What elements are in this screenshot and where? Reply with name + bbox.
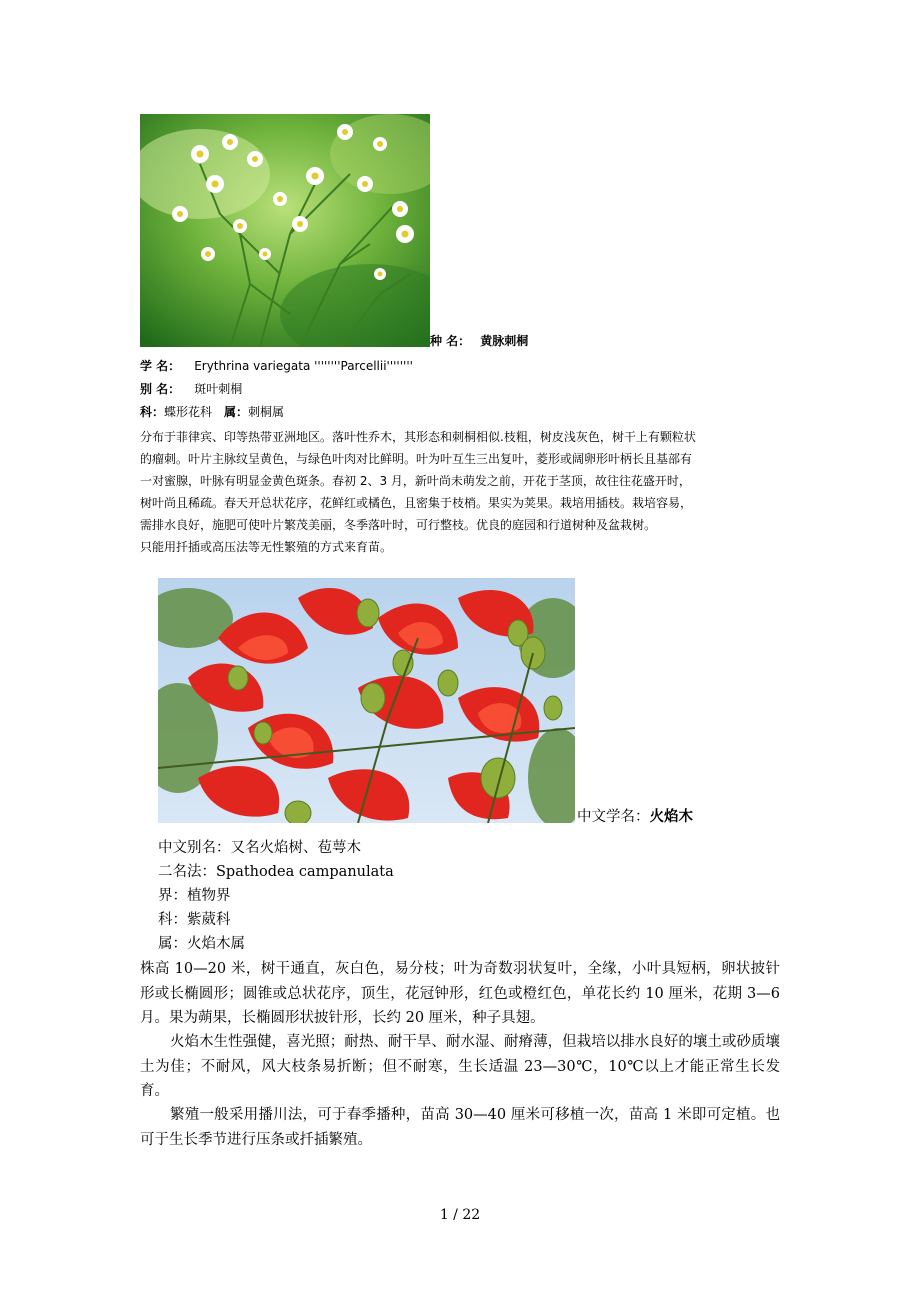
sci-name-value: Erythrina variegata ''''''''Parcellii''''''''	[194, 359, 413, 373]
flame-tree-photo	[158, 578, 575, 823]
page-number: 1 / 22	[439, 1207, 481, 1223]
description-line: 需排水良好，施肥可使叶片繁茂美丽，冬季落叶时，可行整枝。优良的庭园和行道树种及盆栽树。	[140, 518, 657, 532]
cn-alias: 中文别名：又名火焰树、苞萼木	[158, 840, 361, 856]
cn-name-label: 中文学名：	[577, 809, 650, 825]
daisy-flower-photo	[140, 114, 430, 347]
description-line: 树叶尚且稀疏。春天开总状花序，花鲜红或橘色，且密集于枝梢。果实为荚果。栽培用插枝。栽培容易，	[140, 496, 693, 510]
binomial-name: 二名法：Spathodea campanulata	[158, 864, 394, 880]
description-line: 分布于菲律宾、印等热带亚洲地区。落叶性乔木，其形态和刺桐相似.枝粗，树皮浅灰色，树干上有颗粒状	[140, 430, 696, 444]
species-label: 种 名：	[430, 334, 471, 348]
entry1-description	[140, 426, 696, 558]
genus-label: 属：	[224, 405, 249, 419]
scientific-name-row	[140, 355, 413, 377]
family-genus-row	[140, 401, 284, 423]
species-value: 黄脉刺桐	[480, 334, 529, 348]
alias-value: 斑叶刺桐	[194, 382, 243, 396]
paragraph: 繁殖一般采用播川法，可于春季播种，苗高 30—40 厘米可移植一次，苗高 1 米即可定植。也可于生长季节进行压条或扦插繁殖。	[140, 1107, 780, 1148]
genus-value: 刺桐属	[248, 405, 285, 419]
paragraph: 株高 10—20 米，树干通直，灰白色，易分枝；叶为奇数羽状复叶，全缘，小叶具短柄，卵状披针形或长椭圆形；圆锥或总状花序，顶生，花冠钟形，红色或橙红色，单花长约 10 厘米，花期 3—6 月。果为蒴果，长椭圆形状披针形，长约 20 厘米，种子具翅。	[140, 961, 780, 1026]
description-line: 只能用扦插或高压法等无性繁殖的方式来育苗。	[140, 540, 393, 554]
description-line: 的瘤刺。叶片主脉纹呈黄色，与绿色叶肉对比鲜明。叶为叶互生三出复叶，菱形或阔卵形叶柄长且基部有	[140, 452, 693, 466]
alias-row	[140, 378, 242, 400]
white-daisy-flower-photo-icon	[140, 114, 430, 347]
cn-name-row	[577, 805, 693, 829]
sci-name-label: 学 名：	[140, 359, 181, 373]
family-value: 蝶形花科	[164, 405, 213, 419]
paragraph: 火焰木生性强健，喜光照；耐热、耐干旱、耐水湿、耐瘠薄，但栽培以排水良好的壤土或砂质壤土为佳；不耐风，风大枝条易折断；但不耐寒，生长适温 23—30℃，10℃以上才能正常生长发育。	[140, 1034, 780, 1099]
alias-label: 别 名：	[140, 382, 181, 396]
genus: 属：火焰木属	[158, 936, 245, 952]
description-line: 一对蜜腺，叶脉有明显金黄色斑条。春初 2、3 月，新叶尚未萌发之前，开花于茎顶，故往往花盛开时，	[140, 474, 691, 488]
family: 科：紫葳科	[158, 912, 231, 928]
kingdom: 界：植物界	[158, 888, 231, 904]
cn-name-value: 火焰木	[649, 808, 693, 825]
species-row	[430, 330, 528, 352]
red-flame-tree-flower-photo-icon	[158, 578, 575, 823]
family-label: 科：	[140, 405, 165, 419]
